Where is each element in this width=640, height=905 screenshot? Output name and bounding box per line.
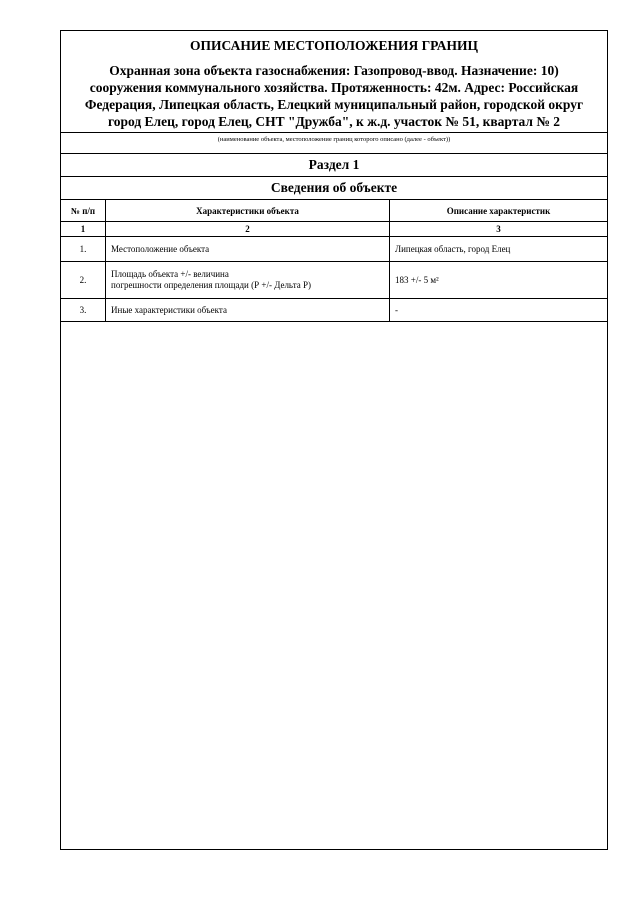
row-characteristic-line: Местоположение объекта bbox=[111, 244, 210, 254]
table-row bbox=[61, 299, 607, 322]
object-description-line: Федерация, Липецкая область, Елецкий муниципальный район, городской округ bbox=[84, 97, 584, 112]
row-characteristic-line: Иные характеристики объекта bbox=[111, 305, 227, 315]
object-description bbox=[61, 54, 607, 130]
row-characteristic bbox=[106, 262, 390, 299]
column-number-row bbox=[61, 222, 607, 237]
section-title: Раздел 1 bbox=[61, 153, 607, 176]
column-number: 2 bbox=[106, 222, 390, 237]
row-number: 3. bbox=[61, 299, 106, 322]
row-description: 183 +/- 5 м² bbox=[390, 262, 608, 299]
row-characteristic-line: Площадь объекта +/- величина bbox=[111, 269, 229, 279]
row-number: 2. bbox=[61, 262, 106, 299]
header-description: Описание характеристик bbox=[390, 200, 608, 222]
row-characteristic-line: погрешности определения площади (Р +/- Дельта Р) bbox=[111, 280, 311, 290]
table-row bbox=[61, 237, 607, 262]
object-caption: (наименование объекта, местоположение границ которого описано (далее - объект)) bbox=[61, 132, 607, 145]
header-characteristics: Характеристики объекта bbox=[106, 200, 390, 222]
column-number: 3 bbox=[390, 222, 608, 237]
header-number: № п/п bbox=[61, 200, 106, 222]
row-characteristic bbox=[106, 237, 390, 262]
row-number: 1. bbox=[61, 237, 106, 262]
section-subtitle: Сведения об объекте bbox=[61, 176, 607, 199]
object-description-line: сооружения коммунального хозяйства. Протяженность: 42м. Адрес: Российская bbox=[89, 80, 579, 95]
column-number: 1 bbox=[61, 222, 106, 237]
object-info-table bbox=[61, 199, 607, 322]
object-description-line: Охранная зона объекта газоснабжения: Газопровод-ввод. Назначение: 10) bbox=[109, 63, 559, 78]
row-characteristic bbox=[106, 299, 390, 322]
table-row bbox=[61, 262, 607, 299]
table-header-row bbox=[61, 200, 607, 222]
row-description: Липецкая область, город Елец bbox=[390, 237, 608, 262]
document-title: ОПИСАНИЕ МЕСТОПОЛОЖЕНИЯ ГРАНИЦ bbox=[190, 38, 478, 53]
object-description-line: город Елец, город Елец, СНТ "Дружба", к ж.д. участок № 51, квартал № 2 bbox=[107, 114, 561, 129]
document-frame bbox=[60, 30, 608, 850]
row-description: - bbox=[390, 299, 608, 322]
